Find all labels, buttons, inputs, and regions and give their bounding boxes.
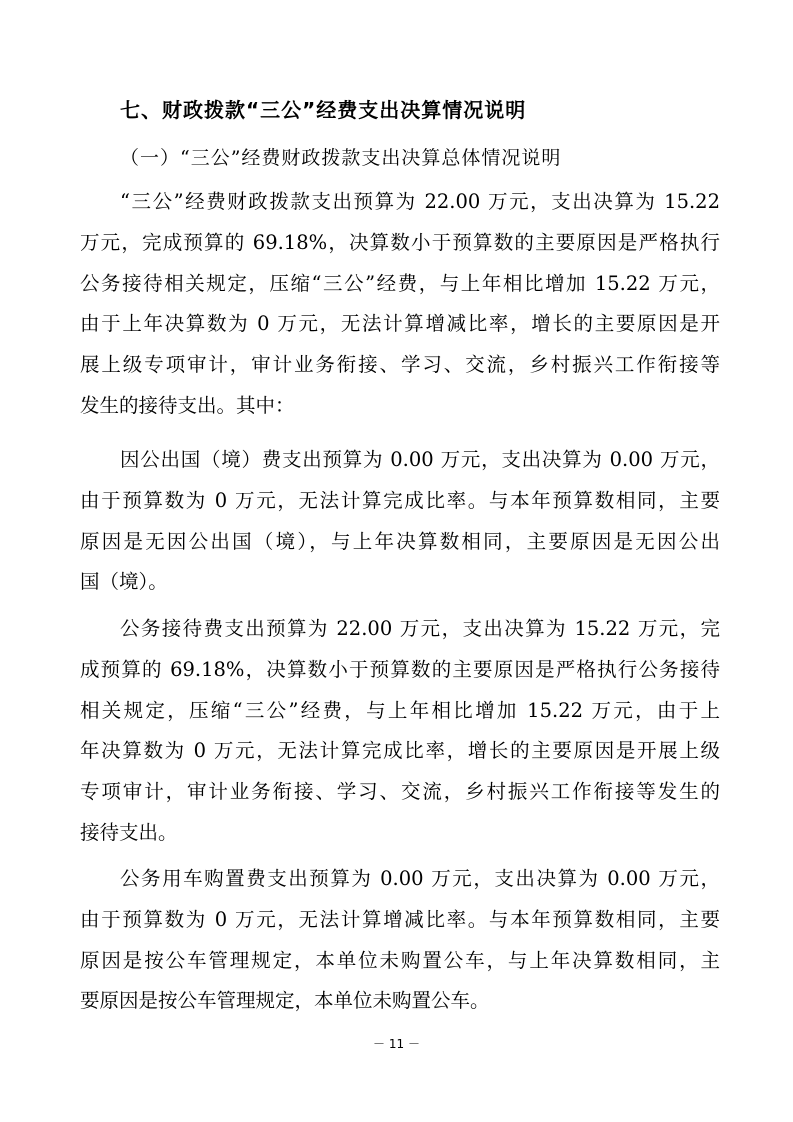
paragraph-reception [80,609,720,854]
paragraph-line: 成预算的 69.18%，决算数小于预算数的主要原因是严格执行公务接待 [80,657,720,681]
paragraph-overall [80,182,720,427]
paragraph-vehicle-purchase [80,859,720,1022]
paragraph-line: 展上级专项审计，审计业务衔接、学习、交流，乡村振兴工作衔接等 [80,353,720,377]
paragraph-line: 专项审计，审计业务衔接、学习、交流，乡村振兴工作衔接等发生的 [80,780,720,804]
paragraph-line: 发生的接待支出。其中： [80,393,295,417]
paragraph-line: 要原因是按公车管理规定，本单位未购置公车。 [80,989,490,1013]
paragraph-line: 由于上年决算数为 0 万元，无法计算增减比率，增长的主要原因是开 [80,312,720,336]
paragraph-line: 因公出国（境）费支出预算为 0.00 万元，支出决算为 0.00 万元， [120,448,720,471]
paragraph-line: 由于预算数为 0 万元，无法计算完成比率。与本年预算数相同，主要 [80,488,720,512]
paragraph-line: 万元，完成预算的 69.18%，决算数小于预算数的主要原因是严格执行 [80,230,720,254]
paragraph-line: 国（境）。 [80,570,168,594]
page-number: － 11 － [373,1037,420,1051]
subsection-heading: （一）“三公”经费财政拨款支出决算总体情况说明 [120,147,562,169]
paragraph-line: 原因是按公车管理规定，本单位未购置公车，与上年决算数相同，主 [80,948,720,972]
paragraph-line: 年决算数为 0 万元，无法计算完成比率，增长的主要原因是开展上级 [80,739,720,763]
section-heading: 七、财政拨款“三公”经费支出决算情况说明 [120,98,527,122]
paragraph-overseas-travel [80,440,720,603]
paragraph-line: 由于预算数为 0 万元，无法计算增减比率。与本年预算数相同，主要 [80,907,720,931]
paragraph-line: 公务用车购置费支出预算为 0.00 万元，支出决算为 0.00 万元， [120,867,720,890]
paragraph-line: 原因是无因公出国（境），与上年决算数相同，主要原因是无因公出 [80,529,720,553]
paragraph-line: 公务接待相关规定，压缩“三公”经费，与上年相比增加 15.22 万元， [80,271,720,295]
paragraph-line: 相关规定，压缩“三公”经费，与上年相比增加 15.22 万元，由于上 [80,698,720,722]
paragraph-line: 接待支出。 [80,820,178,844]
paragraph-line: “三公”经费财政拨款支出预算为 22.00 万元，支出决算为 15.22 [120,190,720,213]
paragraph-line: 公务接待费支出预算为 22.00 万元，支出决算为 15.22 万元，完 [120,617,720,640]
